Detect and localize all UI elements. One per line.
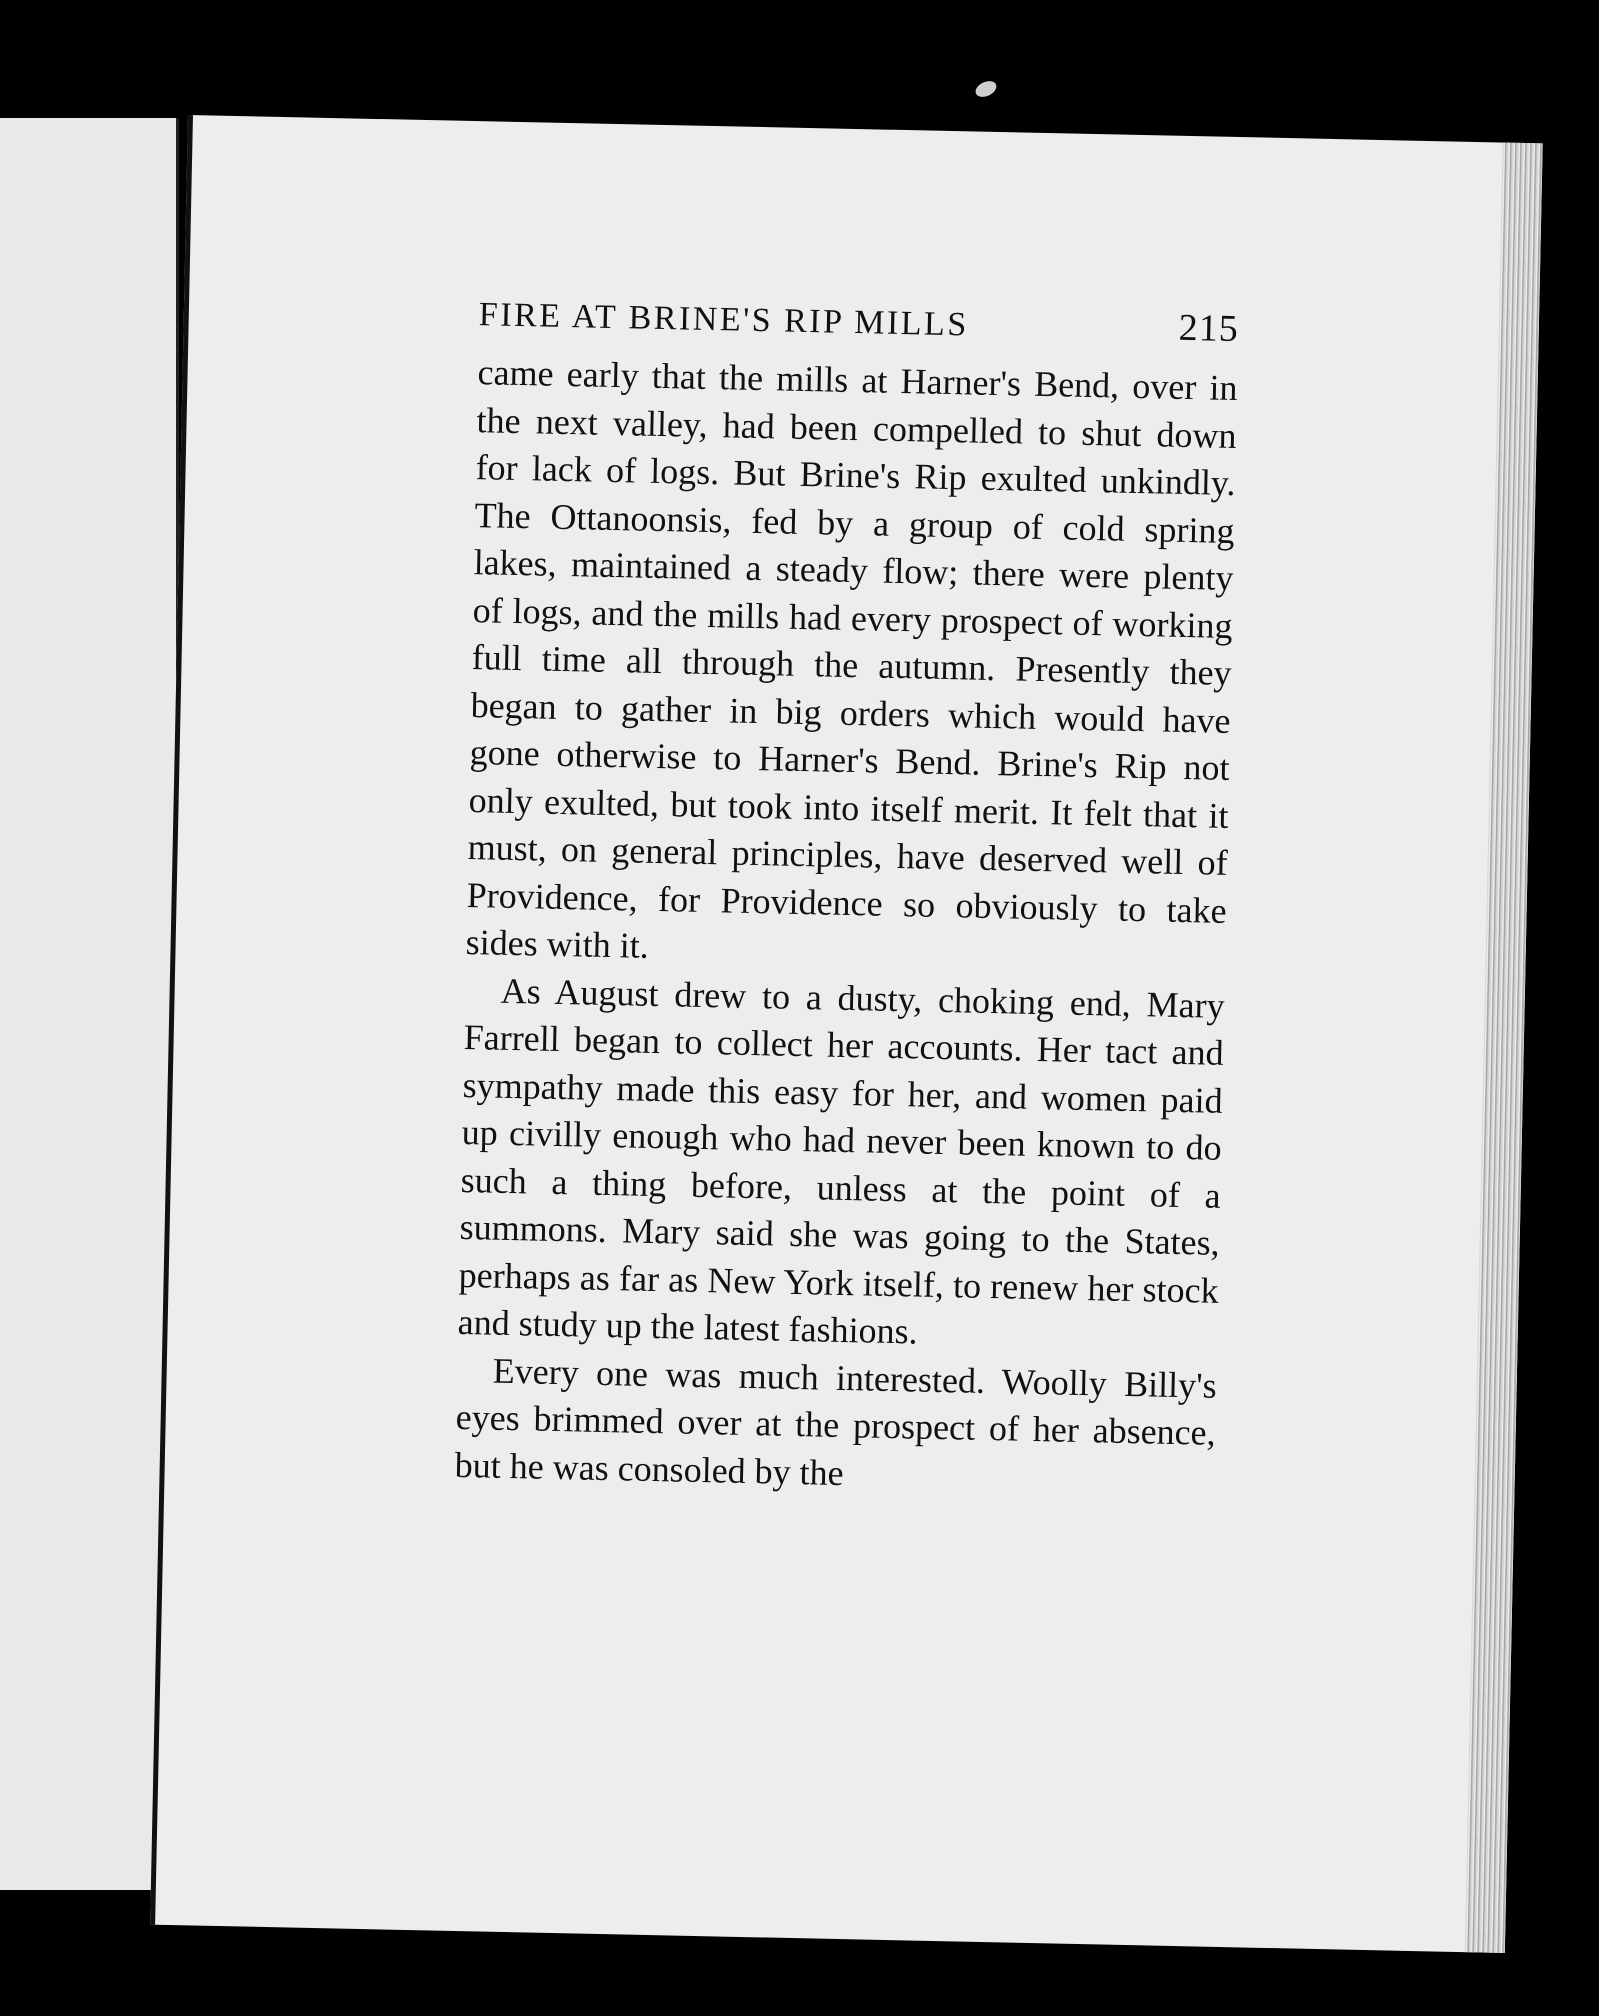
- paragraph: came early that the mills at Harner's Bend, over in the next valley, had been compelled to shut down for lack of logs. But Brine's Rip exulted unkindly. The Ottanoonsis, fed by a group of cold spring lakes, maintained a steady flow; there were plenty of logs, and the mills had every prospect of working full time all through the autumn. Presently they began to gather in big orders which would have gone otherwise to Harner's Bend. Brine's Rip not only exulted, but took into itself merit. It felt that it must, on general principles, have deserved well of Providence, for Providence so obviously to take sides with it.: [465, 352, 1238, 966]
- page-edge-striations: [1465, 143, 1543, 1953]
- running-title: FIRE AT BRINE'S RIP MILLS: [478, 296, 970, 344]
- book-page: [150, 115, 1543, 1953]
- left-page-edge: [0, 118, 179, 1890]
- paragraph: Every one was much interested. Woolly Billy's eyes brimmed over at the prospect of her absence, but he was consoled by the: [454, 1350, 1218, 1493]
- scan-speck: [973, 78, 999, 100]
- running-head: [478, 291, 1239, 351]
- page-content: [454, 291, 1239, 1505]
- page-number: 215: [1178, 306, 1240, 351]
- paragraph: As August drew to a dusty, choking end, Mary Farrell began to collect her accounts. Her tact and sympathy made this easy for her, and women paid up civilly enough who had never been known to do such a thing before, unless at the point of a summons. Mary said she was going to the States, perhaps as far as New York itself, to renew her stock and study up the latest fashions.: [457, 970, 1225, 1352]
